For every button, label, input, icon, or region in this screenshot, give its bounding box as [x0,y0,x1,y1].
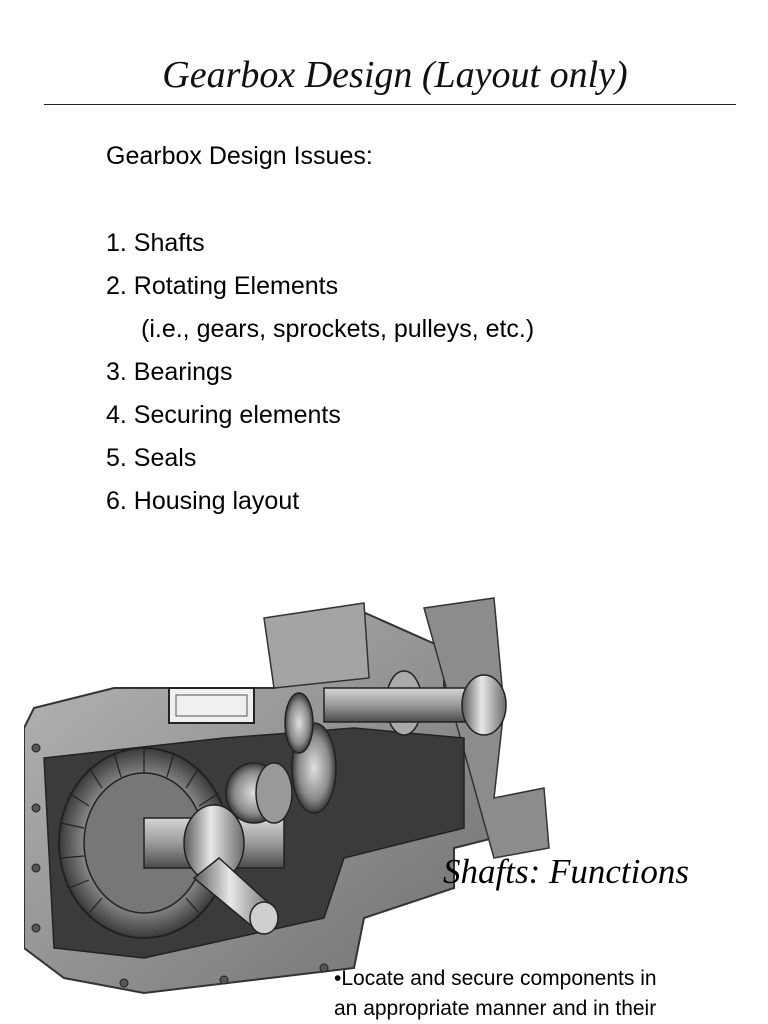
list-item-text: 2. Rotating Elements [106,272,339,300]
section-title: Shafts: Functions [443,852,689,891]
list-item-text: 4. Securing elements [106,401,341,429]
list-item [106,265,534,308]
issues-list [106,222,534,523]
list-item [106,437,534,480]
list-item-subtext: (i.e., gears, sprockets, pulleys, etc.) [141,315,535,343]
list-item-text: 6. Housing layout [106,487,300,515]
gearbox-cutaway-icon [24,588,584,998]
list-item [106,394,534,437]
list-item-text: 3. Bearings [106,358,233,386]
list-item [106,480,534,523]
issues-heading: Gearbox Design Issues: [106,142,373,170]
list-item-text: 5. Seals [106,444,197,472]
bullet-line: an appropriate manner and in their [334,997,657,1020]
bullet-line: •Locate and secure components in [334,967,657,990]
list-item [106,222,534,265]
list-item [106,351,534,394]
title-divider [44,104,736,105]
list-item [106,308,534,351]
slide-title: Gearbox Design (Layout only) [162,54,628,96]
list-item-text: 1. Shafts [106,229,205,257]
bullet-text [334,964,754,1024]
